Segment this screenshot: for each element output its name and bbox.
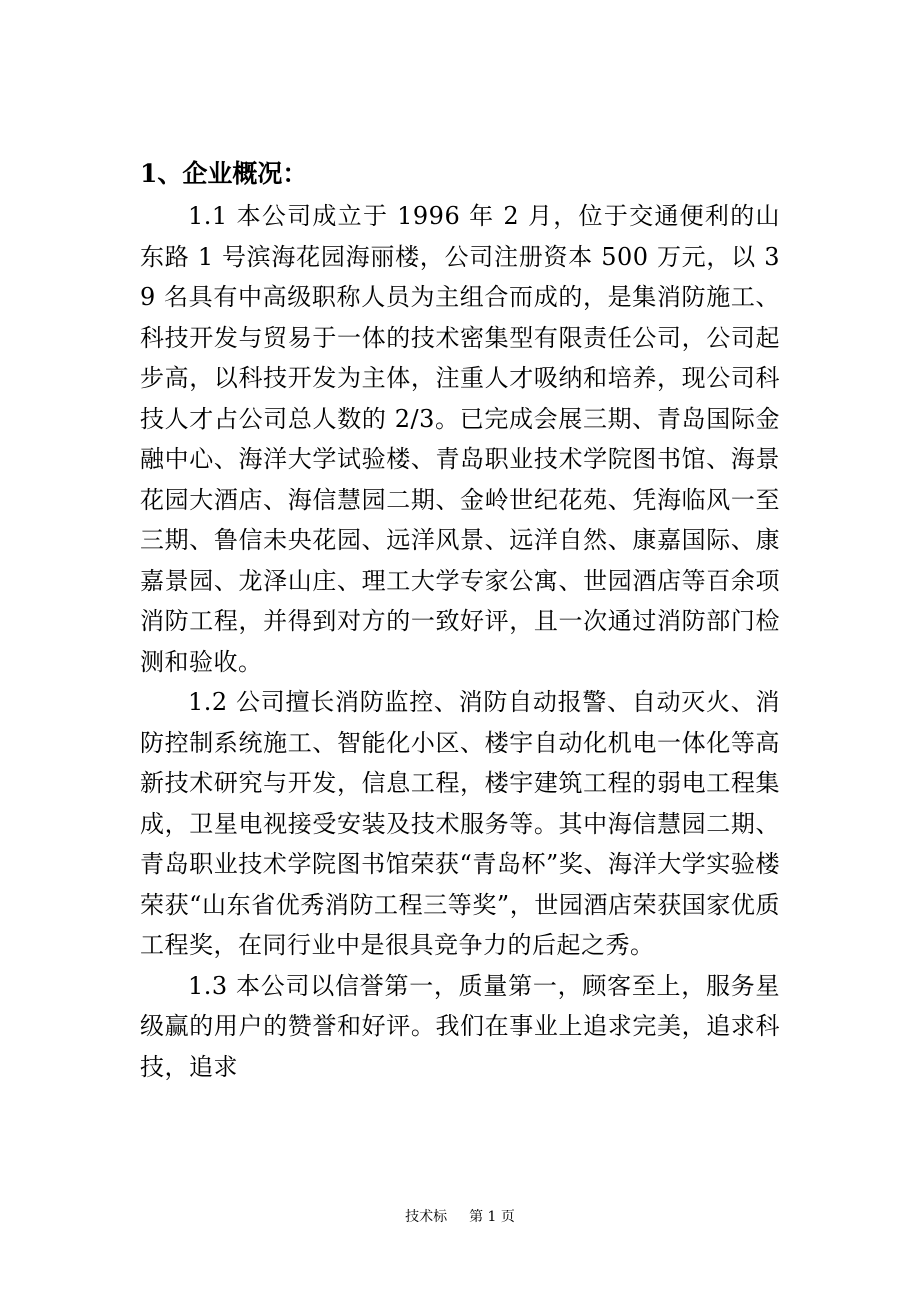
document-body <box>140 152 780 1087</box>
section-heading: 1、企业概况： <box>140 159 308 188</box>
footer-label: 技术标 <box>405 1209 448 1225</box>
paragraph-1-3: 1.3 本公司以信誉第一，质量第一，顾客至上，服务星级赢的用户的赞誉和好评。我们在事业上追求完美，追求科技，追求 <box>140 971 780 1081</box>
paragraph-1-2: 1.2 公司擅长消防监控、消防自动报警、自动灭火、消防控制系统施工、智能化小区、楼宇自动化机电一体化等高新技术研究与开发，信息工程，楼宇建筑工程的弱电工程集成，卫星电视接受安装及技术服务等。其中海信慧园二期、青岛职业技术学院图书馆荣获“青岛杯”奖、海洋大学实验楼荣获“山东省优秀消防工程三等奖”，世园酒店荣获国家优质工程奖，在同行业中是很具竞争力的后起之秀。 <box>140 688 780 959</box>
page-number: 第 1 页 <box>469 1209 515 1225</box>
paragraph-1-1: 1.1 本公司成立于 1996 年 2 月，位于交通便利的山东路 1 号滨海花园海丽楼，公司注册资本 500 万元，以 39 名具有中高级职称人员为主组合而成的，是集消防施工、科技开发与贸易于一体的技术密集型有限责任公司，公司起步高，以科技开发为主体，注重人才吸纳和培养，现公司科技人才占公司总人数的 2/3。已完成会展三期、青岛国际金融中心、海洋大学试验楼、青岛职业技术学院图书馆、海景花园大酒店、海信慧园二期、金岭世纪花苑、凭海临风一至三期、鲁信未央花园、远洋风景、远洋自然、康嘉国际、康嘉景园、龙泽山庄、理工大学专家公寓、世园酒店等百余项消防工程，并得到对方的一致好评，且一次通过消防部门检测和验收。 <box>140 202 780 676</box>
page-footer <box>0 1207 920 1227</box>
